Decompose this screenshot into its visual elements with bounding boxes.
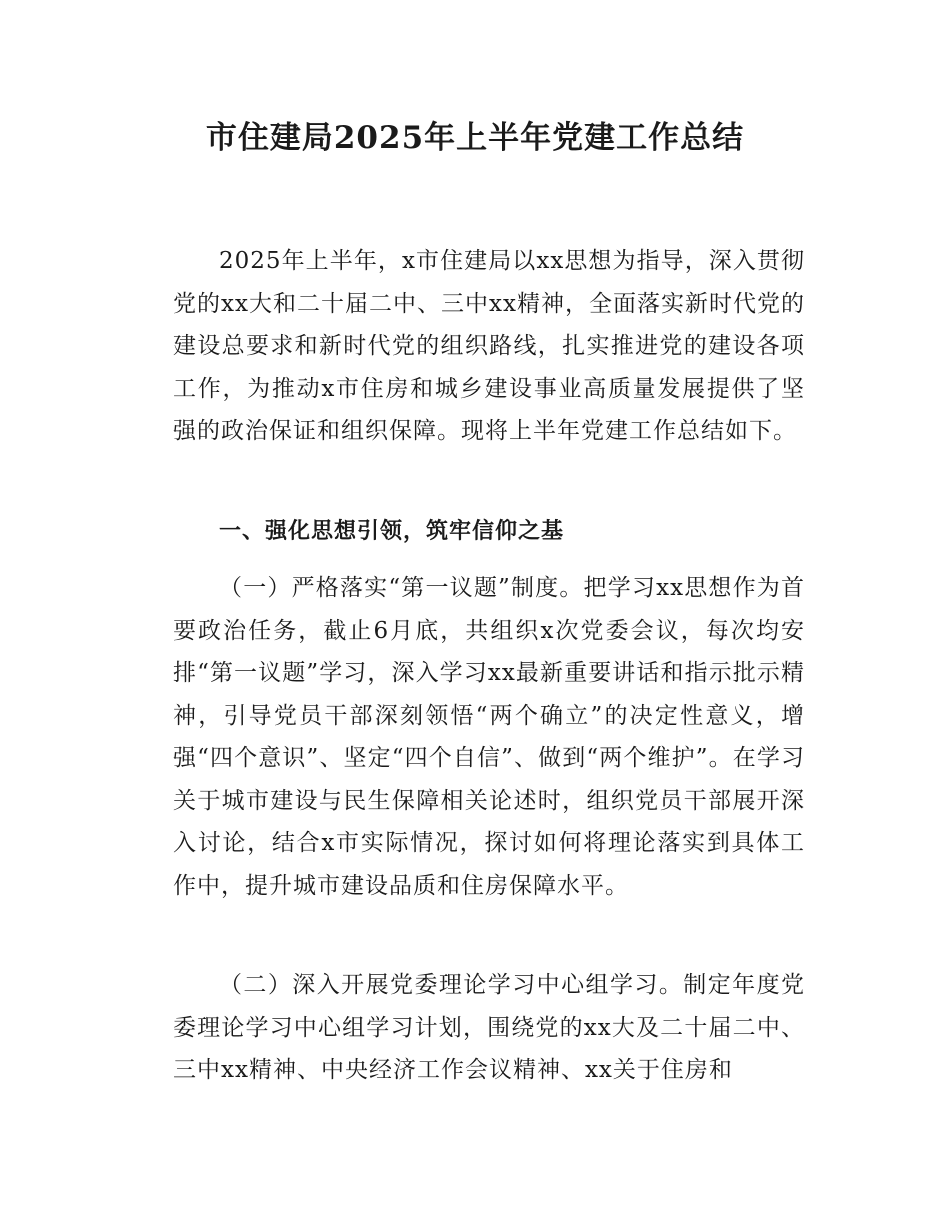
section-heading: 一、强化思想引领，筑牢信仰之基 [219,519,565,544]
intro-paragraph: 2025年上半年，x市住建局以xx思想为指导，深入贯彻党的xx大和二十届二中、三中xx精神，全面落实新时代党的建设总要求和新时代党的组织路线，扎实推进党的建设各项工作，为推动x市住房和城乡建设事业高质量发展提供了坚强的政治保证和组织保障。现将上半年党建工作总结如下。 [173,248,805,444]
document-title: 市住建局2025年上半年党建工作总结 [205,120,745,156]
item-paragraph-1: （一）严格落实“第一议题”制度。把学习xx思想作为首要政治任务，截止6月底，共组织x次党委会议，每次均安排“第一议题”学习，深入学习xx最新重要讲话和指示批示精神，引导党员干部深刻领悟“两个确立”的决定性意义，增强“四个意识”、坚定“四个自信”、做到“两个维护”。在学习关于城市建设与民生保障相关论述时，组织党员干部展开深入讨论，结合x市实际情况，探讨如何将理论落实到具体工作中，提升城市建设品质和住房保障水平。 [173,575,805,899]
item-paragraph-2: （二）深入开展党委理论学习中心组学习。制定年度党委理论学习中心组学习计划，围绕党的xx大及二十届二中、三中xx精神、中央经济工作会议精神、xx关于住房和 [173,972,805,1083]
